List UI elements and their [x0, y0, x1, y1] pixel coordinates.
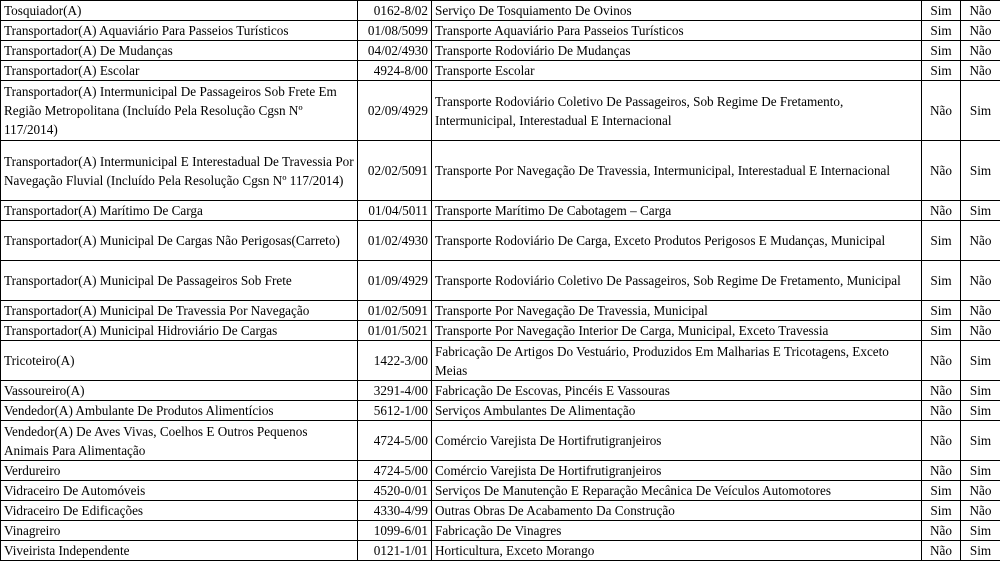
code-cell: 02/02/5091 — [358, 141, 432, 201]
table-row — [1, 401, 1000, 421]
col5-cell: Não — [961, 61, 1000, 81]
table-row — [1, 41, 1000, 61]
occupation-cell: Transportador(A) De Mudanças — [1, 41, 358, 61]
description-cell: Fabricação De Artigos Do Vestuário, Produzidos Em Malharias E Tricotagens, Exceto Meias — [432, 341, 922, 381]
table-row — [1, 341, 1000, 381]
occupation-cell: Vidraceiro De Edificações — [1, 501, 358, 521]
occupation-cell: Viveirista Independente — [1, 541, 358, 561]
code-cell: 02/09/4929 — [358, 81, 432, 141]
table-row — [1, 501, 1000, 521]
code-cell: 01/02/5091 — [358, 301, 432, 321]
col4-cell: Não — [922, 401, 961, 421]
col4-cell: Não — [922, 421, 961, 461]
occupation-cell: Verdureiro — [1, 461, 358, 481]
col5-cell: Sim — [961, 201, 1000, 221]
occupation-cell: Transportador(A) Aquaviário Para Passeios Turísticos — [1, 21, 358, 41]
occupation-cell: Tricoteiro(A) — [1, 341, 358, 381]
code-cell: 1099-6/01 — [358, 521, 432, 541]
description-cell: Transporte Escolar — [432, 61, 922, 81]
col5-cell: Não — [961, 21, 1000, 41]
occupation-cell: Transportador(A) Marítimo De Carga — [1, 201, 358, 221]
description-cell: Fabricação De Vinagres — [432, 521, 922, 541]
col4-cell: Sim — [922, 1, 961, 21]
description-cell: Transporte Rodoviário De Mudanças — [432, 41, 922, 61]
col5-cell: Não — [961, 301, 1000, 321]
occupation-cell: Transportador(A) Intermunicipal E Interestadual De Travessia Por Navegação Fluvial (Incluído Pela Resolução Cgsn Nº 117/2014) — [1, 141, 358, 201]
code-cell: 4724-5/00 — [358, 421, 432, 461]
description-cell: Fabricação De Escovas, Pincéis E Vassouras — [432, 381, 922, 401]
description-cell: Horticultura, Exceto Morango — [432, 541, 922, 561]
code-cell: 01/01/5021 — [358, 321, 432, 341]
table-row — [1, 141, 1000, 201]
description-cell: Transporte Rodoviário De Carga, Exceto Produtos Perigosos E Mudanças, Municipal — [432, 221, 922, 261]
description-cell: Transporte Rodoviário Coletivo De Passageiros, Sob Regime De Fretamento, Municipal — [432, 261, 922, 301]
occupation-cell: Vendedor(A) De Aves Vivas, Coelhos E Outros Pequenos Animais Para Alimentação — [1, 421, 358, 461]
col5-cell: Não — [961, 321, 1000, 341]
description-cell: Comércio Varejista De Hortifrutigranjeiros — [432, 421, 922, 461]
col4-cell: Sim — [922, 41, 961, 61]
col4-cell: Não — [922, 341, 961, 381]
occupation-cell: Transportador(A) Municipal De Cargas Não Perigosas(Carreto) — [1, 221, 358, 261]
col4-cell: Não — [922, 381, 961, 401]
col5-cell: Não — [961, 221, 1000, 261]
col5-cell: Sim — [961, 341, 1000, 381]
col5-cell: Sim — [961, 541, 1000, 561]
code-cell: 0162-8/02 — [358, 1, 432, 21]
table-row — [1, 201, 1000, 221]
description-cell: Comércio Varejista De Hortifrutigranjeiros — [432, 461, 922, 481]
code-cell: 4520-0/01 — [358, 481, 432, 501]
table-row — [1, 541, 1000, 561]
code-cell: 3291-4/00 — [358, 381, 432, 401]
col4-cell: Não — [922, 141, 961, 201]
table-row — [1, 221, 1000, 261]
code-cell: 0121-1/01 — [358, 541, 432, 561]
description-cell: Transporte Marítimo De Cabotagem – Carga — [432, 201, 922, 221]
col5-cell: Sim — [961, 141, 1000, 201]
col5-cell: Não — [961, 261, 1000, 301]
occupation-cell: Transportador(A) Escolar — [1, 61, 358, 81]
col4-cell: Sim — [922, 261, 961, 301]
table-row — [1, 261, 1000, 301]
col4-cell: Sim — [922, 481, 961, 501]
table-row — [1, 521, 1000, 541]
occupation-cell: Vassoureiro(A) — [1, 381, 358, 401]
description-cell: Transporte Por Navegação De Travessia, Intermunicipal, Interestadual E Internacional — [432, 141, 922, 201]
col4-cell: Sim — [922, 301, 961, 321]
occupation-cell: Vendedor(A) Ambulante De Produtos Alimentícios — [1, 401, 358, 421]
col5-cell: Não — [961, 481, 1000, 501]
occupation-cell: Transportador(A) Municipal De Passageiros Sob Frete — [1, 261, 358, 301]
col4-cell: Não — [922, 541, 961, 561]
col5-cell: Sim — [961, 381, 1000, 401]
col4-cell: Não — [922, 81, 961, 141]
col4-cell: Não — [922, 461, 961, 481]
table-row — [1, 1, 1000, 21]
occupation-cell: Vidraceiro De Automóveis — [1, 481, 358, 501]
code-cell: 4924-8/00 — [358, 61, 432, 81]
table-row — [1, 461, 1000, 481]
code-cell: 01/02/4930 — [358, 221, 432, 261]
description-cell: Outras Obras De Acabamento Da Construção — [432, 501, 922, 521]
col5-cell: Sim — [961, 401, 1000, 421]
col4-cell: Sim — [922, 61, 961, 81]
table-row — [1, 481, 1000, 501]
col5-cell: Não — [961, 41, 1000, 61]
code-cell: 4724-5/00 — [358, 461, 432, 481]
description-cell: Serviços Ambulantes De Alimentação — [432, 401, 922, 421]
col5-cell: Sim — [961, 521, 1000, 541]
code-cell: 01/09/4929 — [358, 261, 432, 301]
table-body — [1, 1, 1000, 561]
col5-cell: Sim — [961, 461, 1000, 481]
col4-cell: Sim — [922, 221, 961, 261]
code-cell: 1422-3/00 — [358, 341, 432, 381]
col5-cell: Não — [961, 501, 1000, 521]
code-cell: 01/08/5099 — [358, 21, 432, 41]
description-cell: Serviços De Manutenção E Reparação Mecânica De Veículos Automotores — [432, 481, 922, 501]
code-cell: 01/04/5011 — [358, 201, 432, 221]
col4-cell: Sim — [922, 321, 961, 341]
col5-cell: Não — [961, 1, 1000, 21]
table-row — [1, 321, 1000, 341]
col5-cell: Sim — [961, 421, 1000, 461]
occupation-cell: Vinagreiro — [1, 521, 358, 541]
table-row — [1, 421, 1000, 461]
col4-cell: Sim — [922, 501, 961, 521]
occupation-cell: Transportador(A) Municipal De Travessia Por Navegação — [1, 301, 358, 321]
code-cell: 4330-4/99 — [358, 501, 432, 521]
occupation-cell: Transportador(A) Municipal Hidroviário De Cargas — [1, 321, 358, 341]
col4-cell: Não — [922, 521, 961, 541]
occupation-cell: Transportador(A) Intermunicipal De Passageiros Sob Frete Em Região Metropolitana (Incluído Pela Resolução Cgsn Nº 117/2014) — [1, 81, 358, 141]
table-row — [1, 61, 1000, 81]
description-cell: Transporte Aquaviário Para Passeios Turísticos — [432, 21, 922, 41]
code-cell: 5612-1/00 — [358, 401, 432, 421]
col4-cell: Sim — [922, 21, 961, 41]
table-row — [1, 301, 1000, 321]
table-row — [1, 21, 1000, 41]
col5-cell: Sim — [961, 81, 1000, 141]
description-cell: Serviço De Tosquiamento De Ovinos — [432, 1, 922, 21]
code-cell: 04/02/4930 — [358, 41, 432, 61]
description-cell: Transporte Por Navegação De Travessia, Municipal — [432, 301, 922, 321]
table-row — [1, 81, 1000, 141]
col4-cell: Não — [922, 201, 961, 221]
description-cell: Transporte Por Navegação Interior De Carga, Municipal, Exceto Travessia — [432, 321, 922, 341]
table-row — [1, 381, 1000, 401]
occupation-cell: Tosquiador(A) — [1, 1, 358, 21]
description-cell: Transporte Rodoviário Coletivo De Passageiros, Sob Regime De Fretamento, Intermunicipal, Interestadual E Internacional — [432, 81, 922, 141]
